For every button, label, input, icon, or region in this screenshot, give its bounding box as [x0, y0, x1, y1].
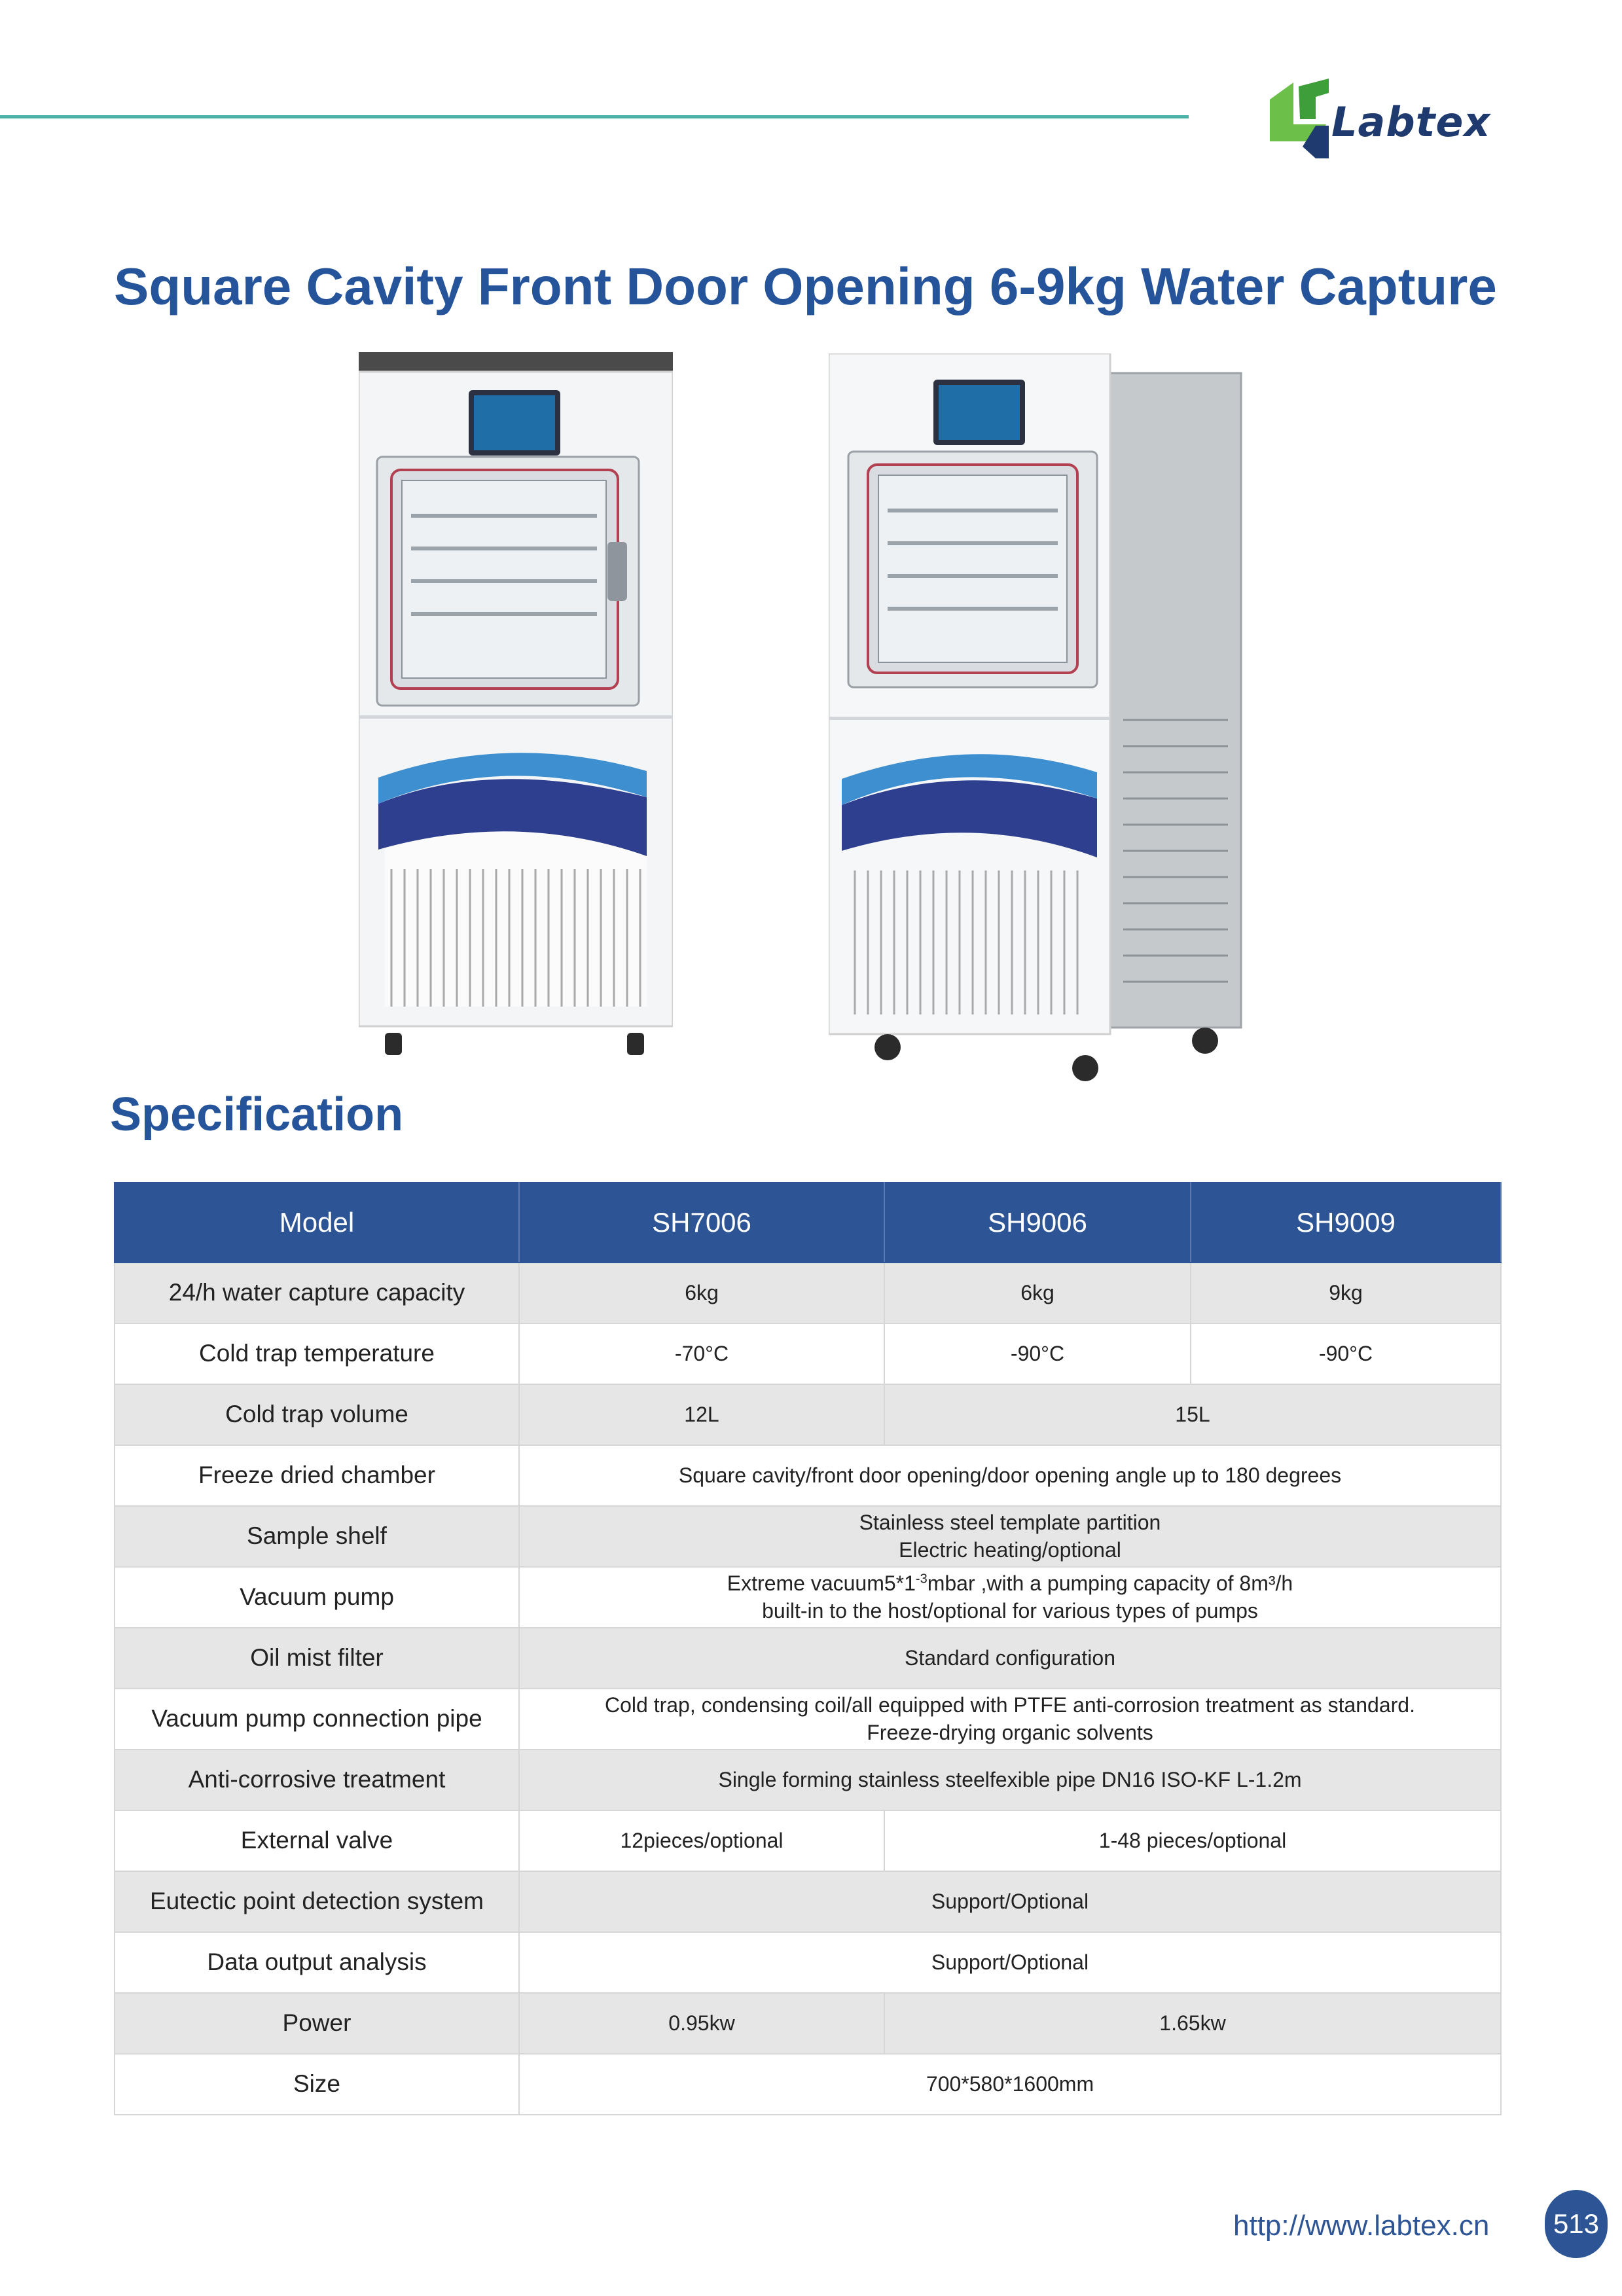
cell: 1-48 pieces/optional: [884, 1810, 1501, 1871]
row-label: Vacuum pump connection pipe: [115, 1689, 519, 1749]
header-model: Model: [115, 1183, 519, 1263]
page-number-badge: 513: [1545, 2190, 1608, 2258]
table-row: [115, 1263, 1501, 1323]
logo-wordmark: Labtex: [1331, 98, 1491, 146]
specification-table: [114, 1182, 1502, 2115]
cell-line: Cold trap, condensing coil/all equipped with PTFE anti-corrosion treatment as standard.: [605, 1693, 1415, 1717]
table-row: [115, 2054, 1501, 2115]
table-row: [115, 1445, 1501, 1506]
cell: [519, 1689, 1501, 1749]
row-label: Oil mist filter: [115, 1628, 519, 1689]
cell: 1.65kw: [884, 1993, 1501, 2054]
row-label: 24/h water capture capacity: [115, 1263, 519, 1323]
cell-text: Extreme vacuum5*1: [727, 1571, 916, 1595]
table-row: [115, 1993, 1501, 2054]
row-label: Eutectic point detection system: [115, 1871, 519, 1932]
table-row: [115, 1506, 1501, 1567]
cell: 12L: [519, 1384, 884, 1445]
page-title: Square Cavity Front Door Opening 6-9kg Water Capture: [114, 257, 1497, 315]
product-photo-sh9006-sh9009: [829, 353, 1261, 1093]
cell: Square cavity/front door opening/door opening angle up to 180 degrees: [519, 1445, 1501, 1506]
top-divider: [0, 115, 1189, 118]
table-row: [115, 1932, 1501, 1993]
cell: 6kg: [519, 1263, 884, 1323]
cell-line: [526, 1570, 1494, 1598]
cell: Support/Optional: [519, 1932, 1501, 1993]
header-sh9009: SH9009: [1191, 1183, 1501, 1263]
cell-line: Electric heating/optional: [899, 1537, 1121, 1562]
website-link[interactable]: http://www.labtex.cn: [1233, 2210, 1490, 2242]
cell: [519, 1506, 1501, 1567]
row-label: Vacuum pump: [115, 1567, 519, 1628]
cell: 9kg: [1191, 1263, 1501, 1323]
table-row: [115, 1871, 1501, 1932]
row-label: Power: [115, 1993, 519, 2054]
cell: -90°C: [1191, 1323, 1501, 1384]
cell-text: mbar ,with a pumping capacity of 8m³/h: [927, 1571, 1293, 1595]
product-photo-sh7006: [359, 352, 673, 1066]
table-row: [115, 1749, 1501, 1810]
row-label: Freeze dried chamber: [115, 1445, 519, 1506]
row-label: External valve: [115, 1810, 519, 1871]
table-row: [115, 1384, 1501, 1445]
cell: 700*580*1600mm: [519, 2054, 1501, 2115]
cell: [519, 1567, 1501, 1628]
row-label: Anti-corrosive treatment: [115, 1749, 519, 1810]
cell: 0.95kw: [519, 1993, 884, 2054]
table-row: [115, 1689, 1501, 1749]
table-row: [115, 1567, 1501, 1628]
cell-line: Stainless steel template partition: [859, 1510, 1161, 1534]
cell-line: built-in to the host/optional for various types of pumps: [762, 1598, 1258, 1623]
row-label: Size: [115, 2054, 519, 2115]
cell: Support/Optional: [519, 1871, 1501, 1932]
row-label: Cold trap volume: [115, 1384, 519, 1445]
table-row: [115, 1323, 1501, 1384]
cell: 15L: [884, 1384, 1501, 1445]
cell-superscript: -3: [915, 1571, 928, 1587]
cell-line: Freeze-drying organic solvents: [867, 1720, 1153, 1744]
cell: 6kg: [884, 1263, 1191, 1323]
row-label: Data output analysis: [115, 1932, 519, 1993]
header-sh7006: SH7006: [519, 1183, 884, 1263]
table-row: [115, 1810, 1501, 1871]
header-sh9006: SH9006: [884, 1183, 1191, 1263]
cell: Standard configuration: [519, 1628, 1501, 1689]
cell: -70°C: [519, 1323, 884, 1384]
cell: Single forming stainless steelfexible pipe DN16 ISO-KF L-1.2m: [519, 1749, 1501, 1810]
specification-heading: Specification: [110, 1088, 404, 1141]
table-header-row: [115, 1183, 1501, 1263]
row-label: Sample shelf: [115, 1506, 519, 1567]
cell: -90°C: [884, 1323, 1191, 1384]
cell: 12pieces/optional: [519, 1810, 884, 1871]
table-row: [115, 1628, 1501, 1689]
row-label: Cold trap temperature: [115, 1323, 519, 1384]
